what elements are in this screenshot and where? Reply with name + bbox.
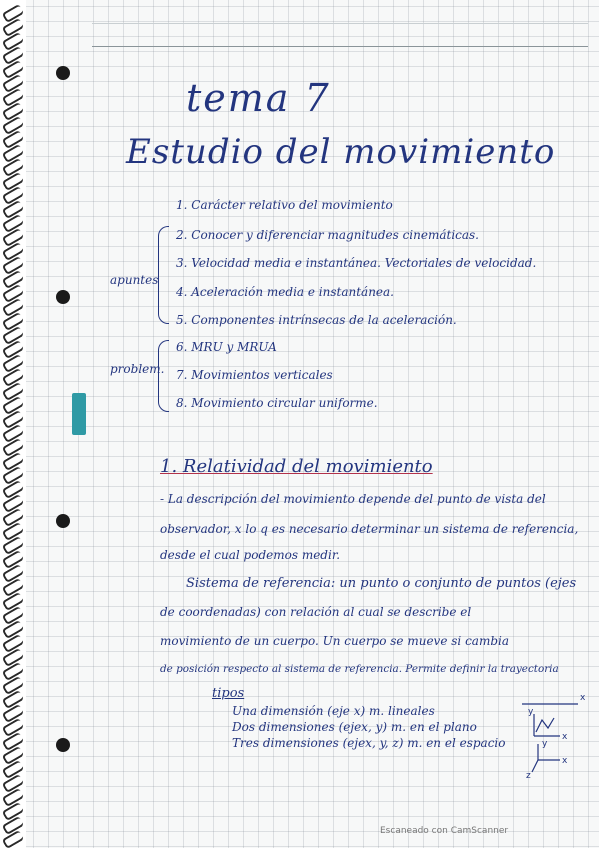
intro-line: observador, x lo q es necesario determinar un sistema de referencia, — [160, 522, 579, 536]
section-title: 1. Relatividad del movimiento — [160, 456, 433, 477]
axis-label-x: x — [562, 732, 568, 742]
outline-item: 2. Conocer y diferenciar magnitudes cinemáticas. — [176, 228, 479, 242]
axis-3d-z — [532, 760, 538, 772]
definition-line: de posición respecto al sistema de referencia. Permite definir la trayectoria — [160, 663, 559, 675]
trajectory-curve — [536, 718, 554, 732]
scanner-watermark: Escaneado con CamScanner — [380, 826, 509, 836]
page-subtitle: Estudio del movimiento — [126, 132, 556, 172]
outline-item: 4. Aceleración media e instantánea. — [176, 285, 394, 299]
tipo-item: Dos dimensiones (ejex, y) m. en el plano — [232, 720, 477, 734]
axes-sketch — [518, 680, 588, 780]
side-tab-icon — [72, 393, 86, 435]
definition-line: Sistema de referencia: un punto o conjunto de puntos (ejes — [186, 576, 577, 591]
punch-hole — [56, 66, 70, 80]
axis-label-y: y — [528, 707, 534, 717]
axis-label-z: z — [526, 771, 531, 780]
intro-line: desde el cual podemos medir. — [160, 548, 341, 562]
punch-hole — [56, 738, 70, 752]
axis-label-x: x — [562, 756, 568, 766]
outline-item: 5. Componentes intrínsecas de la aceleración. — [176, 313, 457, 327]
punch-hole — [56, 290, 70, 304]
punch-hole — [56, 514, 70, 528]
definition-line: movimiento de un cuerpo. Un cuerpo se mueve si cambia — [160, 634, 509, 648]
header-margin-line — [92, 23, 588, 47]
brace-apuntes — [158, 226, 169, 324]
label-problemas: problem. — [110, 362, 165, 376]
axis-label-x: x — [580, 693, 586, 703]
axis-label-y: y — [542, 739, 548, 749]
brace-problemas — [158, 340, 169, 412]
tipos-label: tipos — [212, 686, 245, 701]
intro-line: - La descripción del movimiento depende del punto de vista del — [160, 492, 546, 506]
label-apuntes: apuntes — [110, 273, 159, 287]
outline-item: 7. Movimientos verticales — [176, 368, 333, 382]
definition-line: de coordenadas) con relación al cual se describe el — [160, 605, 472, 619]
tipo-item: Tres dimensiones (ejex, y, z) m. en el espacio — [232, 736, 506, 750]
tipo-item: Una dimensión (eje x) m. lineales — [232, 704, 435, 718]
outline-item: 6. MRU y MRUA — [176, 340, 277, 354]
spiral-binding — [0, 0, 26, 848]
outline-item: 8. Movimiento circular uniforme. — [176, 396, 378, 410]
page-title: tema 7 — [186, 76, 331, 120]
outline-item: 1. Carácter relativo del movimiento — [176, 198, 393, 212]
outline-item: 3. Velocidad media e instantánea. Vectoriales de velocidad. — [176, 256, 537, 270]
